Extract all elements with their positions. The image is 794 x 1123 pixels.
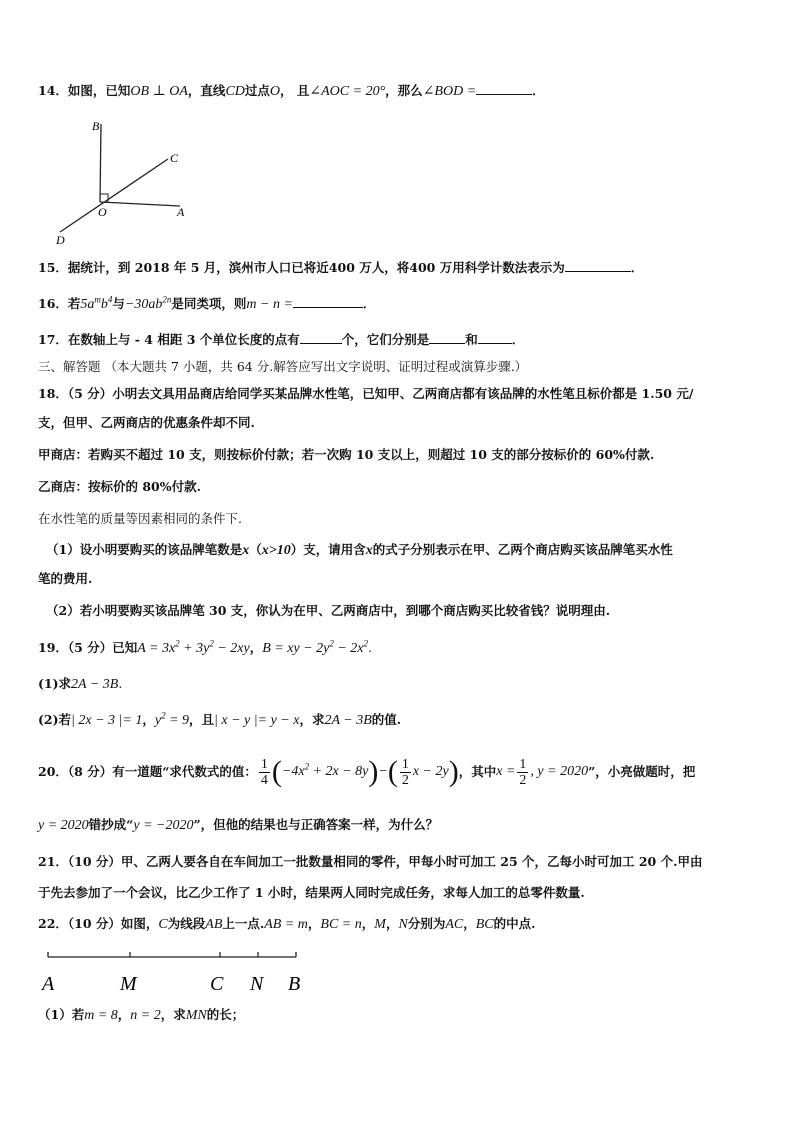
q22-text: ， — [385, 916, 399, 931]
answer-blank — [429, 331, 465, 344]
q17-text: 个，它们分别是 — [341, 332, 430, 347]
paren: ) — [368, 755, 379, 788]
q19-text: 的值. — [371, 712, 402, 727]
q22-math: BC = n — [320, 917, 362, 932]
q20-math: $-4x^2 + 2x - 8y$ — [281, 761, 369, 779]
ray-ob — [100, 124, 101, 202]
q14-text: ， 且 — [280, 83, 310, 98]
q17-number: 17． — [38, 332, 68, 347]
q22-text: 的长； — [206, 1007, 245, 1022]
q14-text: 如图，已知 — [67, 83, 131, 98]
q19-text: ，且 — [189, 712, 215, 727]
fraction: $\frac{1}{2}$ — [519, 756, 527, 788]
q16-text: ． — [362, 296, 376, 311]
q17-line — [38, 331, 764, 349]
q22-math: AB — [205, 917, 223, 932]
q19-math: B = xy − $2y^2 - 2x^2$ — [262, 638, 368, 656]
q22-text: ，求 — [160, 1007, 186, 1022]
q16-math: $-30ab^{2n}$ — [124, 294, 172, 312]
section-heading: 三、解答题 （本大题共 7 小题，共 64 分.解答应写出文字说明、证明过程或演算步骤.） — [38, 359, 528, 374]
q16-text: 是同类项，则 — [171, 296, 247, 311]
q14-math: OB ⊥ OA — [130, 84, 188, 99]
q18-line1: 18．（5 分）小明去文具用品商店给同学买某品牌水性笔，已知甲、乙两商店都有该品牌的水性笔且标价都是 1.50 元/ — [38, 386, 694, 401]
q22-math: AC — [445, 917, 464, 932]
q22-segment-figure — [38, 948, 318, 996]
q18-text: （1）设小明要购买的该品牌笔数是 — [46, 542, 243, 557]
q22-text: ， — [117, 1007, 131, 1022]
q19-text: . — [118, 676, 123, 691]
q20-line1 — [38, 752, 764, 792]
label-o: O — [98, 205, 107, 219]
q14-number: 14． — [38, 83, 68, 98]
q18-text: （ — [249, 542, 262, 557]
label-d: D — [56, 233, 65, 247]
q14-math: O — [269, 84, 281, 99]
answer-blank — [300, 331, 342, 344]
q14-angle-figure — [48, 112, 198, 247]
q20-math: x = — [496, 764, 516, 779]
q14-line — [38, 82, 764, 101]
q15-text: 据统计，到 2018 年 5 月，滨州市人口已将近400 万人，将400 万用科学计数法表示为 — [67, 260, 565, 275]
q16-line — [38, 295, 764, 314]
q19-part2 — [38, 711, 764, 730]
label-n: N — [250, 973, 264, 995]
q22-text: ， — [361, 916, 375, 931]
q16-math: $5a^mb^4$ — [80, 294, 113, 312]
q16-number: 16． — [38, 296, 68, 311]
q22-text: ， — [307, 916, 321, 931]
q22-part1 — [38, 1006, 764, 1025]
q14-text: ，那么 — [385, 83, 423, 98]
q18-part1 — [46, 541, 764, 560]
q20-math: x − 2y — [412, 764, 449, 779]
q22-math: C — [158, 917, 168, 932]
q20-math: y = −2020 — [133, 818, 194, 833]
q15-number: 15． — [38, 260, 68, 275]
q19-math: | x − y |= y − x — [214, 713, 300, 728]
q18-line3: 甲商店：若购买不超过 10 支，则按标价付款；若一次购 10 支以上，则超过 10 支的部分按标价的 60%付款. — [38, 447, 655, 462]
q19-number: 19．（5 分）已知 — [38, 640, 138, 655]
paren: ( — [387, 755, 398, 788]
label-c: C — [210, 973, 224, 995]
q20-math: − — [378, 764, 388, 779]
q14-math: ∠AOC = 20° — [309, 84, 386, 99]
q14-text: ． — [532, 83, 545, 98]
q20-math: y = 2020 — [38, 818, 89, 833]
q16-text: 若 — [67, 296, 81, 311]
q18-math: x — [365, 543, 373, 558]
paren: ) — [448, 755, 459, 788]
q15-line — [38, 259, 764, 277]
q19-math: | 2x − 3 |= 1 — [71, 713, 143, 728]
q20-text: 错抄成“ — [88, 817, 134, 832]
q22-math: MN — [185, 1008, 207, 1023]
paren: ( — [271, 755, 282, 788]
answer-blank — [293, 295, 363, 308]
q18-line4: 乙商店：按标价的 80%付款. — [38, 479, 201, 494]
q14-math: ∠BOD = — [422, 84, 477, 99]
q20-line2 — [38, 816, 764, 835]
label-a: A — [177, 205, 185, 219]
label-b: B — [288, 973, 301, 995]
q21-line1: 21．（10 分）甲、乙两人要各自在车间加工一批数量相同的零件，甲每小时可加工 25 个，乙每小时可加工 20 个.甲由 — [38, 854, 703, 869]
q22-text: （1）若 — [38, 1007, 85, 1022]
q18-part2: （2）若小明要购买该品牌笔 30 支，你认为在甲、乙两商店中，到哪个商店购买比较省钱？说明理由. — [46, 603, 611, 618]
answer-blank — [478, 331, 512, 344]
q19-text: (1)求 — [38, 676, 72, 691]
q18-text: 的式子分别表示在甲、乙两个商店购买该品牌笔买水性 — [372, 542, 673, 557]
q18-line5: 在水性笔的质量等因素相同的条件下. — [38, 511, 242, 526]
q22-number: 22．（10 分）如图， — [38, 916, 159, 931]
q19-text: (2)若 — [38, 712, 72, 727]
q19-math: $y^2 = 9$ — [154, 710, 190, 728]
q20-text: ，其中 — [458, 764, 497, 779]
label-b: B — [92, 119, 100, 133]
q20-text: ”，小亮做题时，把 — [588, 764, 696, 779]
fraction: $\frac{1}{2}$ — [401, 756, 409, 788]
q22-math: BC — [475, 917, 494, 932]
q22-text: 分别为 — [407, 916, 446, 931]
q22-math: m = 8 — [84, 1008, 118, 1023]
q19-math: 2A − 3B — [324, 713, 372, 728]
q22-text: 的中点. — [493, 916, 536, 931]
q18-text: ）支，请用含 — [290, 542, 366, 557]
q22-math: n = 2 — [130, 1008, 161, 1023]
line-cd — [60, 159, 168, 232]
q19-text: ，求 — [299, 712, 325, 727]
q17-text: 和 — [465, 332, 478, 347]
q19-text: ， — [142, 712, 155, 727]
q22-text: ， — [463, 916, 476, 931]
q19-line — [38, 639, 764, 658]
q16-text: 与 — [112, 296, 125, 311]
fraction: $\frac{1}{4}$ — [260, 756, 268, 788]
q22-line — [38, 915, 764, 934]
q22-math: N — [398, 917, 408, 932]
q22-math: M — [374, 917, 386, 932]
q22-math: AB = m — [264, 917, 308, 932]
answer-blank — [565, 259, 631, 272]
q22-text: 上一点. — [222, 916, 265, 931]
q20-text: ”，但他的结果也与正确答案一样，为什么？ — [193, 817, 439, 832]
label-c: C — [170, 151, 179, 165]
q22-text: 为线段 — [167, 916, 206, 931]
q14-text: 过点 — [244, 83, 270, 98]
q19-text: ， — [249, 640, 263, 655]
q20-math: , y = 2020 — [530, 764, 589, 779]
q18-line2: 支，但甲、乙两商店的优惠条件却不同. — [38, 415, 255, 430]
q14-text: ，直线 — [187, 83, 226, 98]
q18-math: x>10 — [261, 543, 291, 558]
ray-oa — [100, 202, 180, 206]
q18-part1-line2: 笔的费用. — [38, 571, 93, 586]
q14-math: CD — [225, 84, 245, 99]
q19-math: 2A − 3B — [71, 677, 119, 692]
label-m: M — [120, 973, 137, 995]
q15-text: ． — [630, 260, 644, 275]
q17-text: 在数轴上与 - 4 相距 3 个单位长度的点有 — [67, 332, 300, 347]
q18-math: x — [242, 543, 250, 558]
q21-line2: 于先去参加了一个会议，比乙少工作了 1 小时，结果两人同时完成任务，求每人加工的总零件数量. — [38, 885, 585, 900]
q19-text: . — [368, 640, 372, 655]
answer-blank — [476, 82, 532, 95]
q16-math: m − n = — [246, 297, 293, 312]
q19-part1 — [38, 675, 764, 694]
q19-math: $A = 3x^2 + 3y^2 - 2xy$ — [137, 638, 250, 656]
q17-text: ． — [511, 332, 525, 347]
label-a: A — [42, 973, 55, 995]
q20-number: 20．（8 分）有一道题“求代数式的值： — [38, 764, 257, 779]
